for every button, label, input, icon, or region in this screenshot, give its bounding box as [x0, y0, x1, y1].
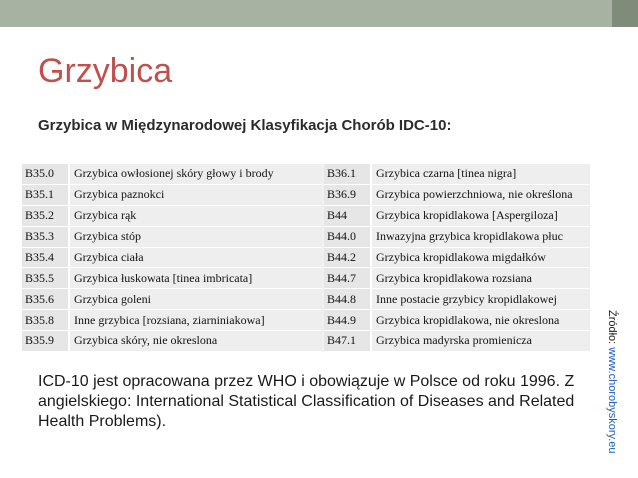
source-note [606, 310, 618, 453]
code-cell: B35.2 [22, 206, 70, 226]
table-row [22, 185, 322, 206]
icd-table [22, 164, 590, 352]
table-row [22, 331, 322, 352]
table-row [22, 206, 322, 227]
source-label: Źródło: [606, 310, 618, 348]
description-cell: Grzybica ciała [70, 248, 322, 268]
description-cell: Inne grzybica [rozsiana, ziarniniakowa] [70, 310, 322, 330]
code-cell: B35.5 [22, 268, 70, 288]
description-cell: Grzybica paznokci [70, 185, 322, 205]
icd-table-left-column [22, 164, 322, 352]
description-cell: Grzybica kropidlakowa, nie okreslona [372, 310, 590, 330]
code-cell: B36.1 [324, 164, 372, 184]
code-cell: B44.0 [324, 227, 372, 247]
code-cell: B44.8 [324, 289, 372, 309]
table-row [324, 248, 590, 269]
description-cell: Grzybica goleni [70, 289, 322, 309]
description-cell: Grzybica madyrska promienicza [372, 331, 590, 351]
slide-title: Grzybica [38, 52, 173, 90]
code-cell: B44.9 [324, 310, 372, 330]
code-cell: B44.7 [324, 268, 372, 288]
source-link[interactable]: www.chorobyskory.eu [606, 347, 618, 454]
description-cell: Grzybica rąk [70, 206, 322, 226]
table-row [324, 227, 590, 248]
code-cell: B44.2 [324, 248, 372, 268]
code-cell: B36.9 [324, 185, 372, 205]
code-cell: B35.6 [22, 289, 70, 309]
table-row [22, 227, 322, 248]
table-row [324, 185, 590, 206]
icd-table-right-column [324, 164, 590, 352]
code-cell: B35.1 [22, 185, 70, 205]
code-cell: B35.4 [22, 248, 70, 268]
table-row [22, 268, 322, 289]
code-cell: B35.9 [22, 331, 70, 351]
description-cell: Inwazyjna grzybica kropidlakowa płuc [372, 227, 590, 247]
top-bar-accent [612, 0, 638, 27]
table-row [22, 164, 322, 185]
table-row [22, 310, 322, 331]
description-cell: Grzybica czarna [tinea nigra] [372, 164, 590, 184]
table-row [324, 310, 590, 331]
top-bar [0, 0, 638, 27]
code-cell: B35.8 [22, 310, 70, 330]
code-cell: B35.0 [22, 164, 70, 184]
table-row [22, 289, 322, 310]
description-paragraph: ICD-10 jest opracowana przez WHO i obowiązuje w Polsce od roku 1996. Z angielskiego: International Statistical Classification of Diseases and Related Health Problems). [38, 373, 575, 430]
table-row [324, 289, 590, 310]
table-row [22, 248, 322, 269]
description-cell: Grzybica kropidlakowa rozsiana [372, 268, 590, 288]
table-row [324, 331, 590, 352]
description-cell: Grzybica kropidlakowa migdałków [372, 248, 590, 268]
description-cell: Grzybica powierzchniowa, nie określona [372, 185, 590, 205]
table-row [324, 206, 590, 227]
description-cell: Grzybica skóry, nie okreslona [70, 331, 322, 351]
table-row [324, 164, 590, 185]
code-cell: B35.3 [22, 227, 70, 247]
code-cell: B47.1 [324, 331, 372, 351]
description-cell: Grzybica stóp [70, 227, 322, 247]
description-cell: Inne postacie grzybicy kropidlakowej [372, 289, 590, 309]
description-cell: Grzybica kropidlakowa [Aspergiloza] [372, 206, 590, 226]
code-cell: B44 [324, 206, 372, 226]
description-cell: Grzybica łuskowata [tinea imbricata] [70, 268, 322, 288]
table-row [324, 268, 590, 289]
description-cell: Grzybica owłosionej skóry głowy i brody [70, 164, 322, 184]
slide-subtitle: Grzybica w Międzynarodowej Klasyfikacja Chorób IDC-10: [38, 117, 452, 134]
